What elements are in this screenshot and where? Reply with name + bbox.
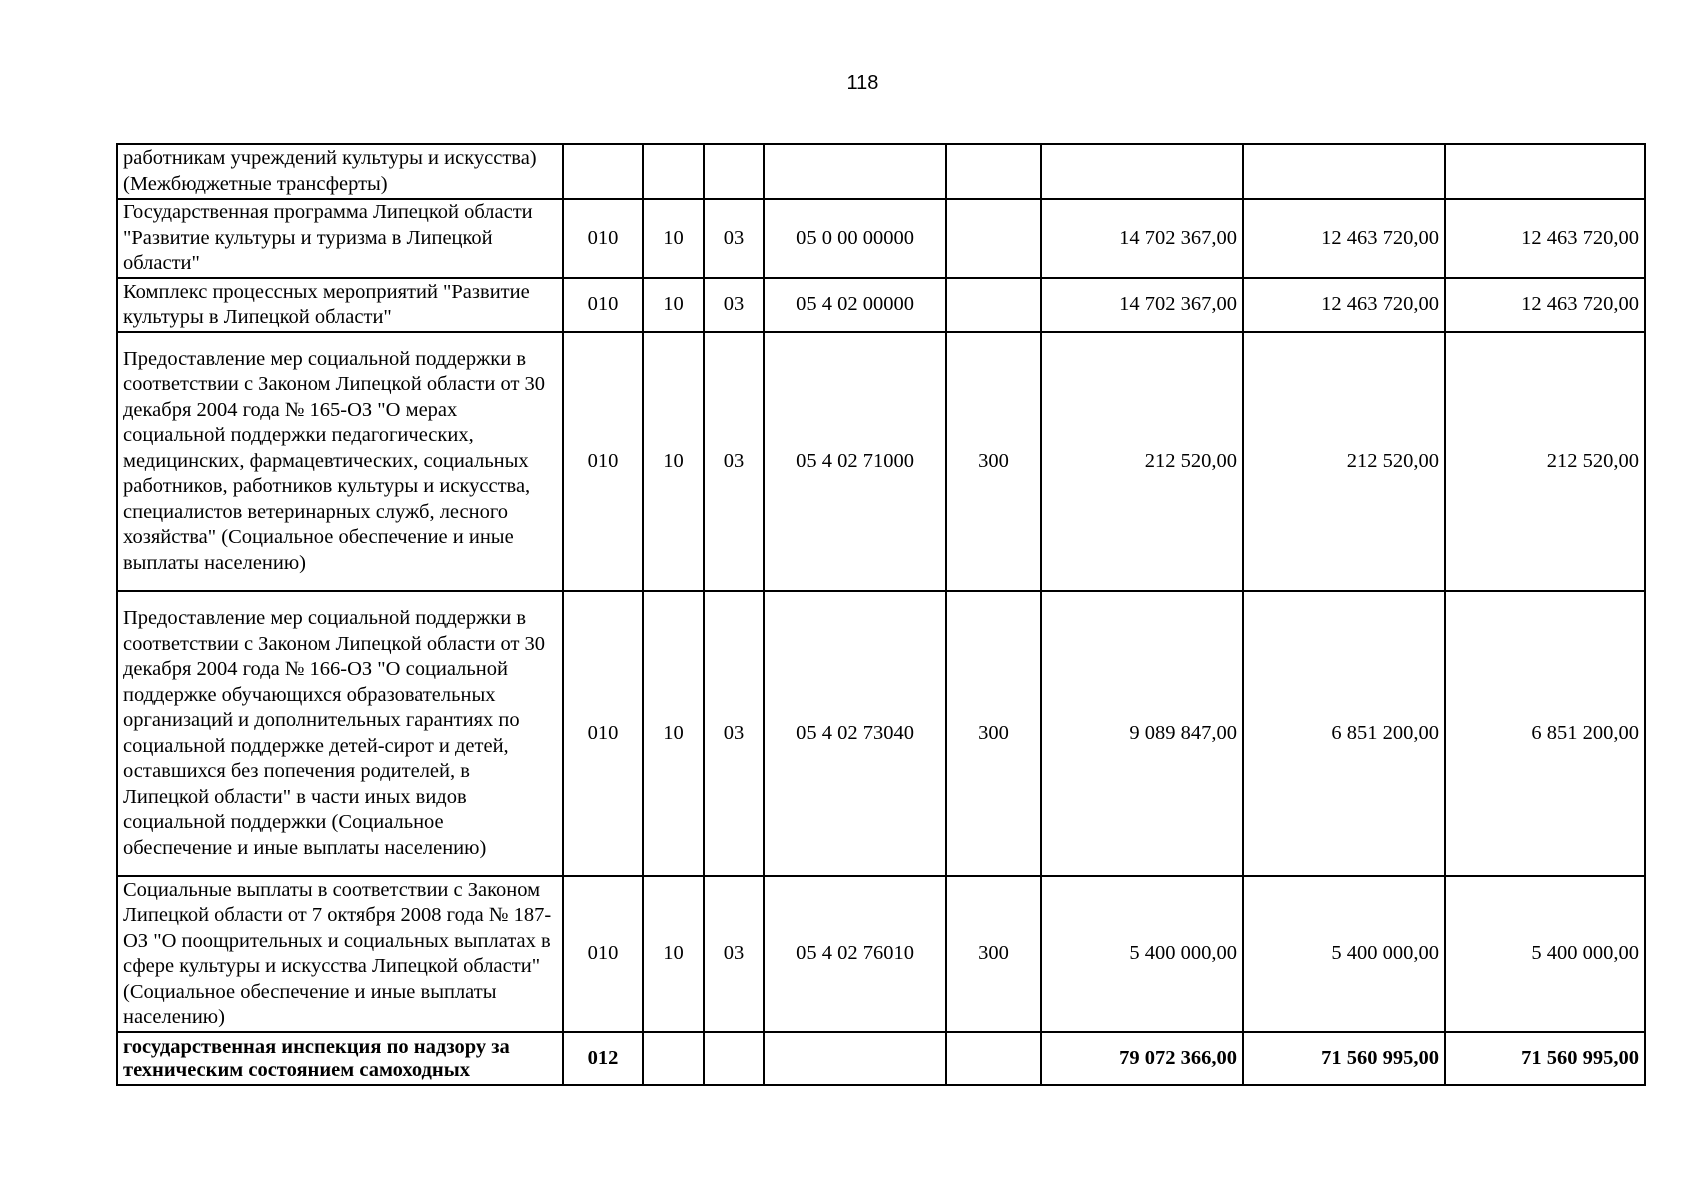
ministry-code: 010 — [563, 332, 643, 591]
amount-3: 5 400 000,00 — [1445, 876, 1645, 1032]
amount-1: 14 702 367,00 — [1041, 278, 1243, 332]
section-code: 10 — [643, 199, 704, 278]
amount-2 — [1243, 144, 1445, 199]
section-code: 10 — [643, 278, 704, 332]
row-description: государственная инспекция по надзору за техническим состоянием самоходных — [117, 1032, 563, 1085]
row-description: Государственная программа Липецкой области "Развитие культуры и туризма в Липецкой области" — [117, 199, 563, 278]
section-code: 10 — [643, 591, 704, 876]
budget-table — [116, 143, 1646, 1086]
table-row — [117, 591, 1645, 876]
subsection-code: 03 — [704, 876, 764, 1032]
row-description: работникам учреждений культуры и искусства) (Межбюджетные трансферты) — [117, 144, 563, 199]
table-row — [117, 876, 1645, 1032]
amount-1: 9 089 847,00 — [1041, 591, 1243, 876]
amount-2: 6 851 200,00 — [1243, 591, 1445, 876]
amount-2: 212 520,00 — [1243, 332, 1445, 591]
amount-1: 212 520,00 — [1041, 332, 1243, 591]
section-code — [643, 1032, 704, 1085]
amount-1: 14 702 367,00 — [1041, 199, 1243, 278]
expense-type-code: 300 — [946, 332, 1041, 591]
expense-type-code: 300 — [946, 591, 1041, 876]
target-code: 05 0 00 00000 — [764, 199, 946, 278]
ministry-code: 010 — [563, 591, 643, 876]
target-code: 05 4 02 00000 — [764, 278, 946, 332]
table-row — [117, 1032, 1645, 1085]
subsection-code — [704, 144, 764, 199]
amount-3: 212 520,00 — [1445, 332, 1645, 591]
expense-type-code — [946, 144, 1041, 199]
target-code — [764, 1032, 946, 1085]
row-description: Предоставление мер социальной поддержки в соответствии с Законом Липецкой области от 30 декабря 2004 года № 165-ОЗ "О мерах социальной поддержки педагогических, медицинских, фармацевтических, социальных работников, работников культуры и искусства, специалистов ветеринарных служб, лесного хозяйства" (Социальное обеспечение и иные выплаты населению) — [117, 332, 563, 591]
amount-2: 5 400 000,00 — [1243, 876, 1445, 1032]
ministry-code: 010 — [563, 199, 643, 278]
table-row — [117, 332, 1645, 591]
ministry-code: 012 — [563, 1032, 643, 1085]
amount-1 — [1041, 144, 1243, 199]
target-code: 05 4 02 71000 — [764, 332, 946, 591]
row-description: Предоставление мер социальной поддержки в соответствии с Законом Липецкой области от 30 декабря 2004 года № 166-ОЗ "О социальной поддержке обучающихся образовательных организаций и дополнительных гарантиях по социальной поддержке детей-сирот и детей, оставшихся без попечения родителей, в Липецкой области" в части иных видов социальной поддержки (Социальное обеспечение и иные выплаты населению) — [117, 591, 563, 876]
row-description: Комплекс процессных мероприятий "Развитие культуры в Липецкой области" — [117, 278, 563, 332]
subsection-code — [704, 1032, 764, 1085]
amount-3: 71 560 995,00 — [1445, 1032, 1645, 1085]
expense-type-code — [946, 278, 1041, 332]
target-code — [764, 144, 946, 199]
amount-3: 6 851 200,00 — [1445, 591, 1645, 876]
amount-1: 5 400 000,00 — [1041, 876, 1243, 1032]
ministry-code: 010 — [563, 876, 643, 1032]
target-code: 05 4 02 73040 — [764, 591, 946, 876]
table-row — [117, 144, 1645, 199]
row-description: Социальные выплаты в соответствии с Законом Липецкой области от 7 октября 2008 года № 187-ОЗ "О поощрительных и социальных выплатах в сфере культуры и искусства Липецкой области" (Социальное обеспечение и иные выплаты населению) — [117, 876, 563, 1032]
expense-type-code — [946, 199, 1041, 278]
table-row — [117, 278, 1645, 332]
amount-2: 12 463 720,00 — [1243, 278, 1445, 332]
amount-3: 12 463 720,00 — [1445, 199, 1645, 278]
amount-2: 71 560 995,00 — [1243, 1032, 1445, 1085]
subsection-code: 03 — [704, 199, 764, 278]
section-code: 10 — [643, 332, 704, 591]
section-code — [643, 144, 704, 199]
section-code: 10 — [643, 876, 704, 1032]
amount-3 — [1445, 144, 1645, 199]
amount-1: 79 072 366,00 — [1041, 1032, 1243, 1085]
ministry-code — [563, 144, 643, 199]
subsection-code: 03 — [704, 332, 764, 591]
subsection-code: 03 — [704, 278, 764, 332]
expense-type-code: 300 — [946, 876, 1041, 1032]
expense-type-code — [946, 1032, 1041, 1085]
amount-3: 12 463 720,00 — [1445, 278, 1645, 332]
page-number: 118 — [846, 72, 879, 94]
target-code: 05 4 02 76010 — [764, 876, 946, 1032]
subsection-code: 03 — [704, 591, 764, 876]
ministry-code: 010 — [563, 278, 643, 332]
amount-2: 12 463 720,00 — [1243, 199, 1445, 278]
table-row — [117, 199, 1645, 278]
